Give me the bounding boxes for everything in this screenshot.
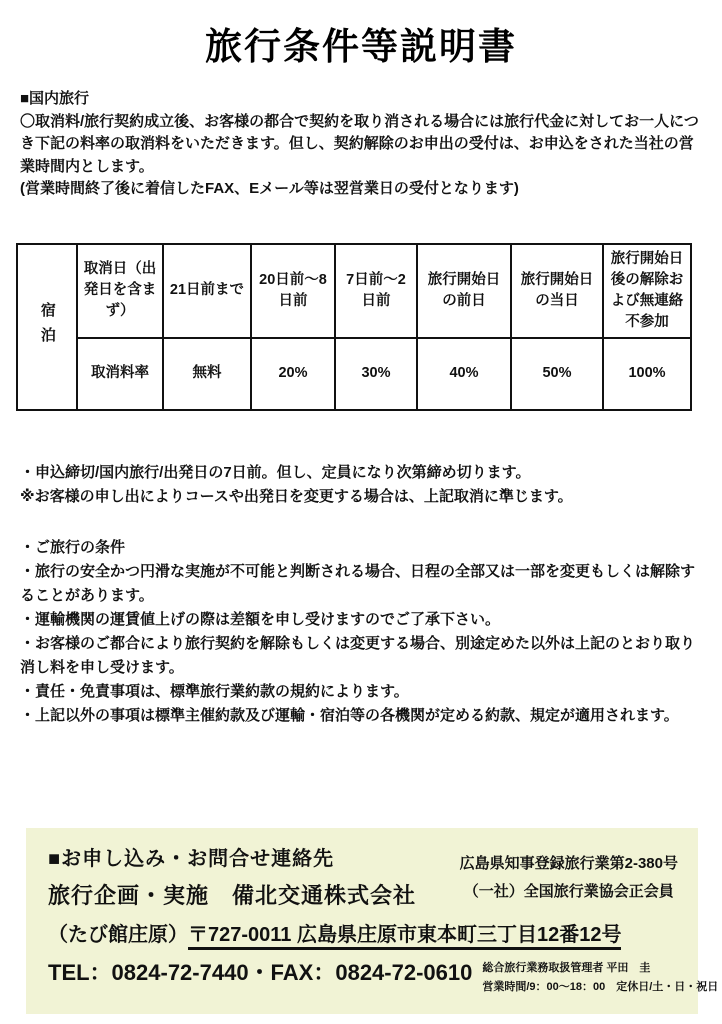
header-cell: 20日前〜8日前 [251,244,335,338]
contact-top-row [48,842,682,910]
association-membership: （一社）全国旅行業協会正会員 [463,882,674,900]
note-line: ・申込締切/国内旅行/出発日の7日前。但し、定員になり次第締め切ります。 [20,463,531,481]
condition-line: ・お客様のご都合により旅行契約を解除もしくは変更する場合、別途定めた以外は上記のとおり取り消し料を申し受けます。 [20,635,696,677]
intro-body: 〇取消料/旅行契約成立後、お客様の都合で契約を取り消される場合には旅行代金に対してお一人につき下記の料率の取消料をいただきます。但し、契約解除のお申出の受付は、お申込をされた当社の営業時間内とします。 [20,112,699,175]
value-cell: 40% [417,338,511,410]
value-cell: 取消料率 [77,338,163,410]
registration-number: 広島県知事登録旅行業第2-380号 [459,855,678,873]
address-line [48,918,682,947]
cancellation-fee-table [16,243,692,411]
table-value-row [17,338,691,410]
table-header-row [17,244,691,338]
hours-line: 営業時間/9：00〜18：00 定休日/土・日・祝日 [482,981,719,994]
header-cell: 21日前まで [163,244,251,338]
value-cell: 30% [335,338,417,410]
condition-line: ・旅行の安全かつ円滑な実施が不可能と判断される場合、日程の全部又は一部を変更もしくは解除することがあります。 [20,563,696,605]
value-cell: 20% [251,338,335,410]
header-cell: 旅行開始日の当日 [511,244,603,338]
branch-name: （たび館庄原） [48,924,188,947]
condition-line: ・ご旅行の条件 [20,539,126,557]
contact-left [48,842,416,910]
value-cell: 無料 [163,338,251,410]
tel-fax-line: TEL：0824-72-7440・FAX：0824-72-0610 [48,960,473,986]
intro-note: (営業時間終了後に着信したFAX、Eメール等は翌営業日の受付となります) [20,180,519,197]
header-cell: 取消日（出発日を含まず） [77,244,163,338]
intro-heading: ■国内旅行 [20,90,90,107]
contact-box [26,828,719,1014]
value-cell: 100% [603,338,691,410]
category-label: 宿泊 [38,301,56,352]
company-name: 旅行企画・実施 備北交通株式会社 [48,883,417,909]
condition-line: ・責任・免責事項は、標準旅行業約款の規約によります。 [20,683,409,701]
contact-bottom-row [48,956,719,998]
table-category-cell [17,244,77,410]
intro-section [20,88,702,201]
contact-heading: ■お申し込み・お問合せ連絡先 [48,848,335,871]
manager-line: 総合旅行業務取扱管理者 平田 圭 [482,962,651,975]
deadline-notes [20,461,702,511]
condition-line: ・上記以外の事項は標準主催約款及び運輸・宿泊等の各機関が定める約款、規定が適用されます。 [20,707,679,725]
travel-conditions [20,536,702,728]
registration-block [460,842,682,910]
header-cell: 旅行開始日の前日 [417,244,511,338]
page-title: 旅行条件等説明書 [205,26,517,67]
header-cell: 7日前〜2日前 [335,244,417,338]
value-cell: 50% [511,338,603,410]
manager-hours-block [482,956,718,998]
condition-line: ・運輸機関の運賃値上げの際は差額を申し受けますのでご了承下さい。 [20,611,501,629]
note-line: ※お客様の申し出によりコースや出発日を変更する場合は、上記取消に準じます。 [20,488,573,506]
header-cell: 旅行開始日後の解除および無連絡不参加 [603,244,691,338]
postal-address: 〒727-0011 広島県庄原市東本町三丁目12番12号 [188,924,621,950]
